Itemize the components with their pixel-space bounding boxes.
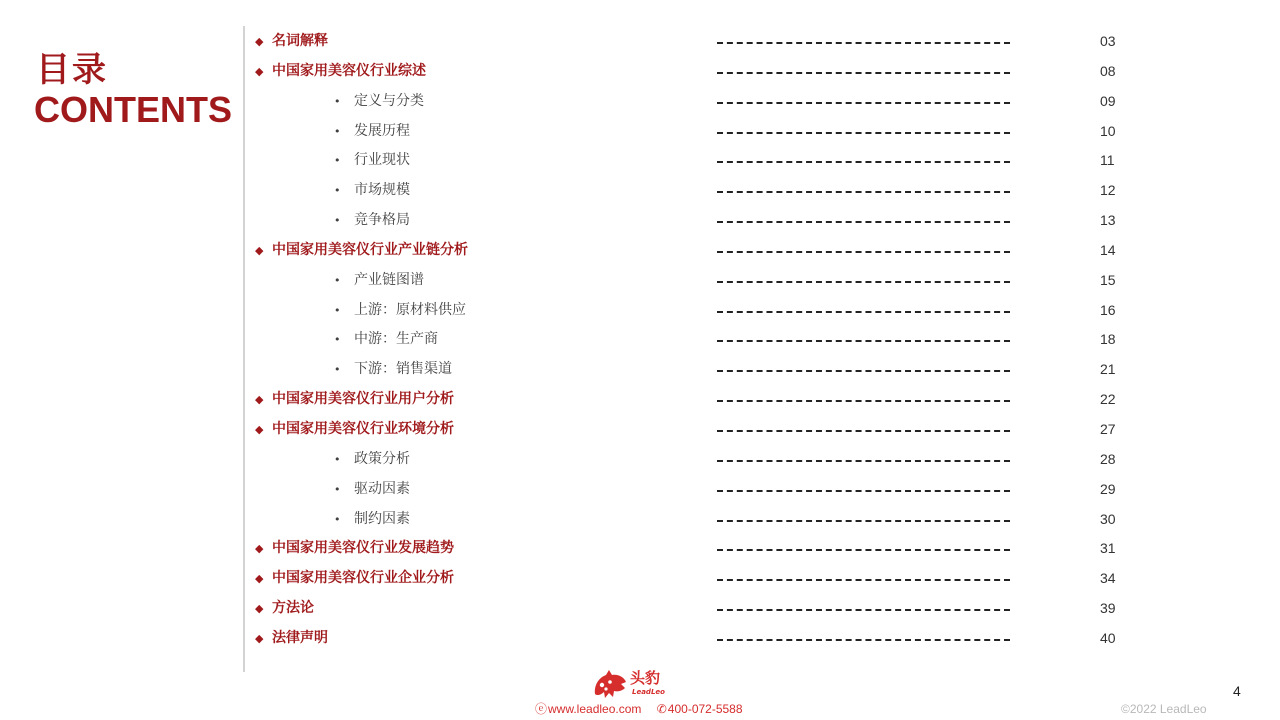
toc-entry-label — [255, 415, 454, 445]
dot-bullet-icon: • — [334, 363, 341, 377]
toc-page-number: 03 — [1100, 33, 1116, 49]
dot-bullet-icon: • — [334, 94, 341, 108]
toc-section-row[interactable] — [0, 27, 1280, 57]
dotted-leader — [717, 191, 1010, 193]
toc-entry-text: 中国家用美容仪行业产业链分析 — [272, 241, 468, 258]
toc-entry-text: 名词解释 — [272, 33, 328, 49]
dotted-leader — [717, 132, 1010, 134]
dotted-leader — [717, 281, 1010, 283]
toc-page-number: 22 — [1100, 391, 1116, 408]
toc-entry-text: 中国家用美容仪行业发展趋势 — [272, 540, 454, 557]
diamond-bullet-icon: ◆ — [255, 542, 264, 556]
toc-entry-text: 产业链图谱 — [354, 271, 424, 288]
toc-subsection-row[interactable] — [0, 146, 1280, 176]
toc-subsection-row[interactable] — [0, 505, 1280, 535]
toc-page-number: 10 — [1100, 122, 1116, 139]
toc-entry-label — [334, 176, 410, 206]
toc-entry-text: 法律声明 — [272, 629, 328, 646]
toc-entry-label — [255, 27, 328, 57]
dotted-leader — [717, 370, 1010, 372]
toc-page-number: 15 — [1100, 271, 1116, 288]
diamond-bullet-icon: ◆ — [255, 602, 264, 616]
toc-page-number: 31 — [1100, 540, 1116, 557]
toc-subsection-row[interactable] — [0, 355, 1280, 385]
dotted-leader — [717, 430, 1010, 432]
toc-page-number: 34 — [1100, 570, 1116, 587]
phone-number: 400-072-5588 — [667, 702, 743, 716]
toc-entry-text: 上游：原材料供应 — [354, 301, 466, 318]
toc-entry-text: 定义与分类 — [354, 92, 424, 109]
website-link[interactable]: www.leadleo.com — [548, 702, 642, 716]
toc-page-number: 40 — [1100, 629, 1116, 646]
title-en: CONTENTS — [34, 89, 232, 130]
toc-entry-label — [334, 505, 410, 535]
toc-entry-text: 中国家用美容仪行业用户分析 — [272, 391, 454, 408]
toc-page-number: 12 — [1100, 182, 1116, 199]
phone-wrap — [657, 702, 743, 716]
toc-page-number: 30 — [1100, 510, 1116, 527]
toc-page-number: 39 — [1100, 600, 1116, 617]
toc-subsection-row[interactable] — [0, 445, 1280, 475]
toc-subsection-row[interactable] — [0, 296, 1280, 326]
toc-entry-label — [334, 445, 410, 475]
toc-entry-label — [334, 325, 438, 355]
toc-page-number: 14 — [1100, 241, 1116, 258]
toc-page-number: 08 — [1100, 62, 1116, 79]
dot-bullet-icon: • — [334, 333, 341, 347]
toc-entry-label — [334, 296, 466, 326]
logo-text-cn: 头豹 — [630, 669, 661, 687]
dotted-leader — [717, 311, 1010, 313]
toc-entry-label — [334, 117, 410, 147]
dotted-leader — [717, 579, 1010, 581]
toc-entry-label — [255, 236, 468, 266]
dotted-leader — [717, 520, 1010, 522]
toc-entry-label — [255, 594, 314, 624]
toc-section-row[interactable] — [0, 385, 1280, 415]
toc-entry-text: 政策分析 — [354, 450, 410, 467]
toc-entry-label — [255, 624, 328, 654]
toc-subsection-row[interactable] — [0, 325, 1280, 355]
dotted-leader — [717, 161, 1010, 163]
toc-entry-label — [334, 475, 410, 505]
toc-page-number: 28 — [1100, 450, 1116, 467]
toc-entry-text: 中游：生产商 — [354, 331, 438, 348]
toc-entry-label — [334, 146, 410, 176]
dotted-leader — [717, 42, 1010, 44]
toc-entry-text: 中国家用美容仪行业综述 — [272, 62, 426, 79]
toc-entry-label — [255, 385, 454, 415]
toc-entry-label — [334, 206, 410, 236]
footer-contact — [535, 700, 743, 718]
toc-entry-text: 中国家用美容仪行业企业分析 — [272, 570, 454, 587]
dot-bullet-icon: • — [334, 512, 341, 526]
dot-bullet-icon: • — [334, 184, 341, 198]
dotted-leader — [717, 639, 1010, 641]
leadleo-logo — [592, 668, 682, 700]
toc-page-number: 11 — [1100, 152, 1115, 169]
toc-entry-text: 中国家用美容仪行业环境分析 — [272, 420, 454, 437]
diamond-bullet-icon: ◆ — [255, 35, 264, 48]
toc-page-number: 16 — [1100, 301, 1116, 318]
toc-page-number: 18 — [1100, 331, 1116, 348]
toc-entry-text: 竞争格局 — [354, 212, 410, 229]
toc-entry-label — [334, 266, 424, 296]
toc-entry-text: 下游：销售渠道 — [354, 361, 452, 378]
toc-subsection-row[interactable] — [0, 266, 1280, 296]
dotted-leader — [717, 549, 1010, 551]
toc-page-number: 13 — [1100, 212, 1116, 229]
dot-bullet-icon: • — [334, 452, 341, 466]
toc-entry-text: 行业现状 — [354, 152, 410, 169]
toc-subsection-row[interactable] — [0, 176, 1280, 206]
table-of-contents — [0, 27, 1280, 654]
dotted-leader — [717, 490, 1010, 492]
dot-bullet-icon: • — [334, 482, 341, 496]
toc-entry-label — [255, 564, 454, 594]
toc-entry-text: 发展历程 — [354, 122, 410, 139]
toc-section-row[interactable] — [0, 564, 1280, 594]
toc-subsection-row[interactable] — [0, 206, 1280, 236]
toc-subsection-row[interactable] — [0, 475, 1280, 505]
toc-section-row[interactable] — [0, 57, 1280, 87]
dotted-leader — [717, 102, 1010, 104]
dotted-leader — [717, 460, 1010, 462]
dotted-leader — [717, 340, 1010, 342]
toc-subsection-row[interactable] — [0, 117, 1280, 147]
toc-page-number: 21 — [1100, 361, 1116, 378]
diamond-bullet-icon: ◆ — [255, 243, 264, 257]
diamond-bullet-icon: ◆ — [255, 631, 264, 645]
dot-bullet-icon: • — [334, 154, 341, 168]
dot-bullet-icon: • — [334, 124, 341, 138]
leopard-head-icon — [592, 668, 628, 700]
toc-entry-text: 方法论 — [272, 600, 314, 617]
dot-bullet-icon: • — [334, 303, 341, 317]
toc-entry-label — [334, 355, 452, 385]
diamond-bullet-icon: ◆ — [255, 572, 264, 586]
toc-entry-label — [255, 57, 426, 87]
toc-entry-label — [255, 534, 454, 564]
toc-subsection-row[interactable] — [0, 87, 1280, 117]
diamond-bullet-icon: ◆ — [255, 422, 264, 436]
logo-text-en: LeadLeo — [632, 688, 665, 696]
toc-page-number: 29 — [1100, 480, 1116, 497]
dotted-leader — [717, 609, 1010, 611]
phone-icon: ✆ — [656, 702, 667, 716]
diamond-bullet-icon: ◆ — [255, 393, 264, 407]
toc-section-row[interactable] — [0, 594, 1280, 624]
dot-bullet-icon: • — [334, 273, 341, 287]
toc-entry-text: 市场规模 — [354, 182, 410, 199]
dotted-leader — [717, 221, 1010, 223]
copyright: ©2022 LeadLeo — [1121, 702, 1207, 716]
title-cn: 目录 — [36, 50, 108, 90]
toc-entry-text: 制约因素 — [354, 510, 410, 527]
dot-bullet-icon: • — [334, 214, 341, 228]
toc-entry-text: 驱动因素 — [354, 480, 410, 497]
toc-page-number: 09 — [1100, 92, 1116, 109]
toc-section-row[interactable] — [0, 534, 1280, 564]
diamond-bullet-icon: ◆ — [255, 64, 264, 78]
dotted-leader — [717, 72, 1010, 74]
dotted-leader — [717, 251, 1010, 253]
toc-entry-label — [334, 87, 424, 117]
toc-section-row[interactable] — [0, 236, 1280, 266]
toc-section-row[interactable] — [0, 415, 1280, 445]
toc-section-row[interactable] — [0, 624, 1280, 654]
globe-e-icon: ⓔ — [535, 702, 548, 716]
slide-number: 4 — [1233, 683, 1241, 699]
dotted-leader — [717, 400, 1010, 402]
toc-page-number: 27 — [1100, 420, 1116, 437]
